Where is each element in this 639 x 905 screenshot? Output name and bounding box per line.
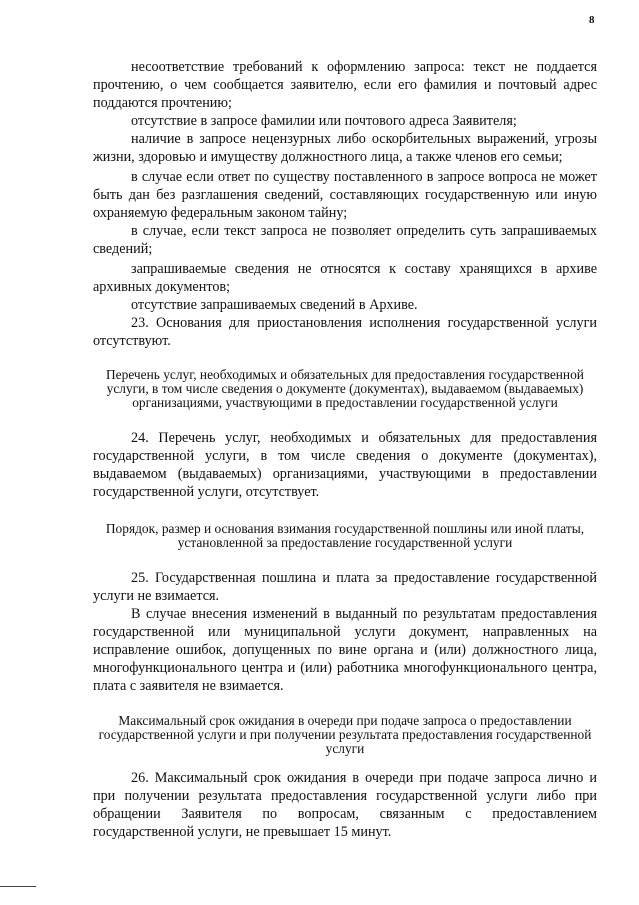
paragraph-not-in-archive: запрашиваемые сведения не относятся к составу хранящихся в архиве архивных документов; bbox=[93, 261, 597, 295]
paragraph-unclear-request: в случае, если текст запроса не позволяет определить суть запрашиваемых сведений; bbox=[93, 223, 597, 257]
paragraph-23: 23. Основания для приостановления исполнения государственной услуги отсутствуют. bbox=[93, 315, 597, 349]
paragraph-26: 26. Максимальный срок ожидания в очереди при подаче запроса лично и при получении результата предоставления государственной услуги либо при обращении Заявителя по вопросам, связанным с предоставлением государственной услуги, не превышает 15 минут. bbox=[93, 770, 597, 840]
paragraph-25: 25. Государственная пошлина и плата за предоставление государственной услуги не взимается. bbox=[93, 570, 597, 604]
paragraph-25-amendments: В случае внесения изменений в выданный по результатам предоставления государственной или муниципальной услуги документ, направленных на исправление ошибок, допущенных по вине органа и (или) должностного лица, многофункционального центра и (или) работника многофункционального центра, плата с заявителя не взимается. bbox=[93, 606, 597, 694]
paragraph-missing-info: отсутствие запрашиваемых сведений в Архиве. bbox=[131, 297, 418, 313]
paragraph-secret-info: в случае если ответ по существу поставленного в запросе вопроса не может быть дан без разглашения сведений, составляющих государственную или иную охраняемую федеральным законом тайну; bbox=[93, 169, 597, 221]
page-number: 8 bbox=[589, 14, 595, 26]
paragraph-obscene-expressions: наличие в запросе нецензурных либо оскорбительных выражений, угрозы жизни, здоровью и имуществу должностного лица, а также членов его семьи; bbox=[93, 131, 597, 165]
section-heading-queue-time: Максимальный срок ожидания в очереди при подаче запроса о предоставлении государственной услуги и при получении результата предоставления государственной услуги bbox=[98, 713, 592, 756]
paragraph-no-surname: отсутствие в запросе фамилии или почтового адреса Заявителя; bbox=[131, 113, 517, 129]
section-heading-services-list: Перечень услуг, необходимых и обязательных для предоставления государственной услуги, в том числе сведения о документе (документах), выдаваемом (выдаваемых) организациями, участвующими в предоставлении государственной услуги bbox=[106, 367, 584, 410]
document-body bbox=[93, 58, 597, 841]
paragraph-nonconformity: несоответствие требований к оформлению запроса: текст не поддается прочтению, о чем сообщается заявителю, если его фамилия и почтовый адрес поддаются прочтению; bbox=[93, 59, 597, 111]
margin-line bbox=[0, 886, 36, 887]
section-heading-state-fee: Порядок, размер и основания взимания государственной пошлины или иной платы, установленной за предоставление государственной услуги bbox=[105, 521, 585, 550]
paragraph-24: 24. Перечень услуг, необходимых и обязательных для предоставления государственной услуги, в том числе сведения о документе (документах), выдаваемом (выдаваемых) организациями, участвующими в предоставлении государственной услуги, отсутствует. bbox=[93, 430, 597, 500]
